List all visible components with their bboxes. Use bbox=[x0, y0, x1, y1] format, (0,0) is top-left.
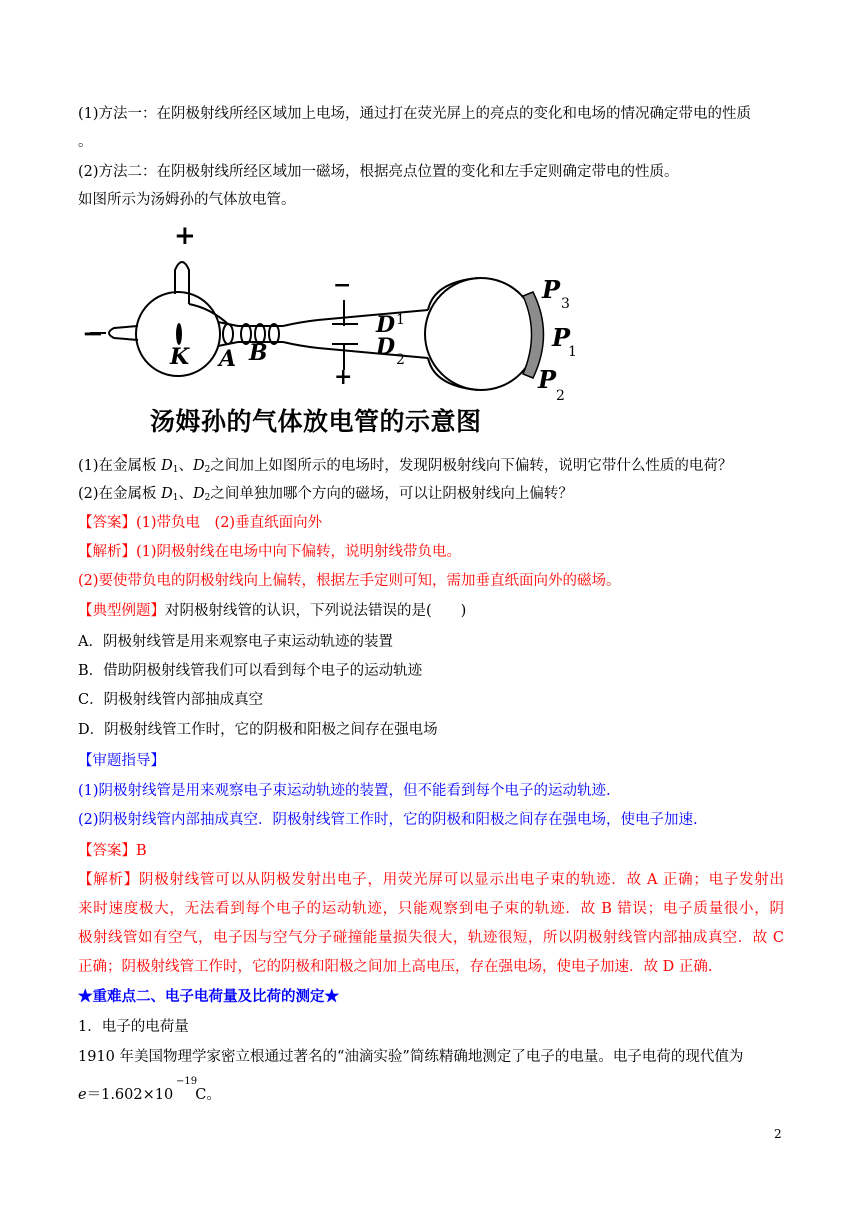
option-d: D．阴极射线管工作时，它的阴极和阳极之间存在强电场 bbox=[78, 722, 438, 738]
page-number: 2 bbox=[774, 1127, 782, 1141]
method-1-line: (1)方法一：在阴极射线所经区域加上电场，通过打在荧光屏上的亮点的变化和电场的情况确定带电的性质 bbox=[78, 106, 752, 122]
subsection-1: 1．电子的电荷量 bbox=[78, 1019, 189, 1035]
option-b: B．借助阴极射线管我们可以看到每个电子的运动轨迹 bbox=[78, 663, 423, 679]
answer-1: 【答案】(1)带负电 (2)垂直纸面向外 bbox=[78, 515, 323, 531]
charge-paragraph: 1910 年美国物理学家密立根通过著名的“油滴实验”简练精确地测定了电子的电量。电子电荷的现代值为 bbox=[78, 1049, 744, 1065]
analysis-2-line-2: 来时速度极大，无法看到每个电子的运动轨迹，只能观察到电子束的轨迹．故 B 错误；电子质量很小，阴 bbox=[78, 901, 784, 917]
analysis-2-line-4: 正确；阴极射线管工作时，它的阴极和阳极之间加上高电压，存在强电场，使电子加速．故 D 正确. bbox=[78, 959, 713, 975]
label-k: K bbox=[170, 344, 190, 370]
method-1-end: 。 bbox=[78, 134, 93, 150]
label-a: A bbox=[219, 346, 237, 372]
analysis-2-line-1: 【解析】阴极射线管可以从阴极发射出电子，用荧光屏可以显示出电子束的轨迹．故 A 正确；电子发射出 bbox=[78, 872, 785, 888]
label-p3-sub: 3 bbox=[561, 296, 570, 312]
label-p2-sub: 2 bbox=[556, 388, 565, 404]
analysis-1-line-2: (2)要使带负电的阴极射线向上偏转，根据左手定则可知，需加垂直纸面向外的磁场。 bbox=[78, 573, 621, 589]
question-1: (1)在金属板 $D_1$、$D_2$之间加上如图所示的电场时，发现阴极射线向下偏转，说明它带什么性质的电荷？ bbox=[78, 458, 733, 475]
label-d2-sub: 2 bbox=[396, 352, 405, 368]
section-heading: ★重难点二、电子电荷量及比荷的测定★ bbox=[78, 988, 339, 1005]
minus-left-label: − bbox=[82, 319, 104, 349]
guide-heading: 【审题指导】 bbox=[78, 753, 165, 769]
charge-value: e＝1.602×10 C。 bbox=[78, 1087, 221, 1103]
label-p1-sub: 1 bbox=[568, 344, 577, 360]
answer-2: 【答案】B bbox=[78, 843, 147, 859]
figure-intro: 如图所示为汤姆孙的气体放电管。 bbox=[78, 192, 296, 208]
minus-plate-label: − bbox=[333, 272, 352, 298]
figure-caption: 汤姆孙的气体放电管的示意图 bbox=[150, 407, 482, 436]
label-p2: P bbox=[538, 365, 557, 394]
guide-line-1: (1)阴极射线管是用来观察电子束运动轨迹的装置，但不能看到每个电子的运动轨迹. bbox=[78, 783, 611, 799]
label-p1: P bbox=[552, 323, 571, 352]
analysis-1-line-1: 【解析】(1)阴极射线在电场中向下偏转，说明射线带负电。 bbox=[78, 544, 462, 560]
label-d1-sub: 1 bbox=[396, 312, 405, 328]
option-c: C．阴极射线管内部抽成真空 bbox=[78, 692, 264, 708]
question-2: (2)在金属板 $D_1$、$D_2$之间单独加哪个方向的磁场，可以让阴极射线向上偏转？ bbox=[78, 486, 573, 503]
label-d1: D bbox=[376, 312, 396, 338]
example-question: 【典型例题】对阴极射线管的认识，下列说法错误的是( ) bbox=[78, 603, 467, 619]
method-2-line: (2)方法二：在阴极射线所经区域加一磁场，根据亮点位置的变化和左手定则确定带电的性质。 bbox=[78, 164, 679, 180]
plus-plate-label: + bbox=[334, 364, 353, 390]
guide-line-2: (2)阴极射线管内部抽成真空．阴极射线管工作时，它的阴极和阳极之间存在强电场，使电子加速. bbox=[78, 812, 698, 828]
label-d2: D bbox=[376, 334, 396, 360]
label-p3: P bbox=[542, 275, 561, 304]
plus-top-label: + bbox=[174, 222, 196, 251]
analysis-2-line-3: 极射线管如有空气，电子因与空气分子碰撞能量损失很大，轨迹很短，所以阴极射线管内部抽成真空．故 C bbox=[78, 930, 784, 946]
label-b: B bbox=[249, 340, 268, 366]
charge-exponent: −19 bbox=[176, 1076, 198, 1087]
option-a: A．阴极射线管是用来观察电子束运动轨迹的装置 bbox=[78, 634, 393, 650]
